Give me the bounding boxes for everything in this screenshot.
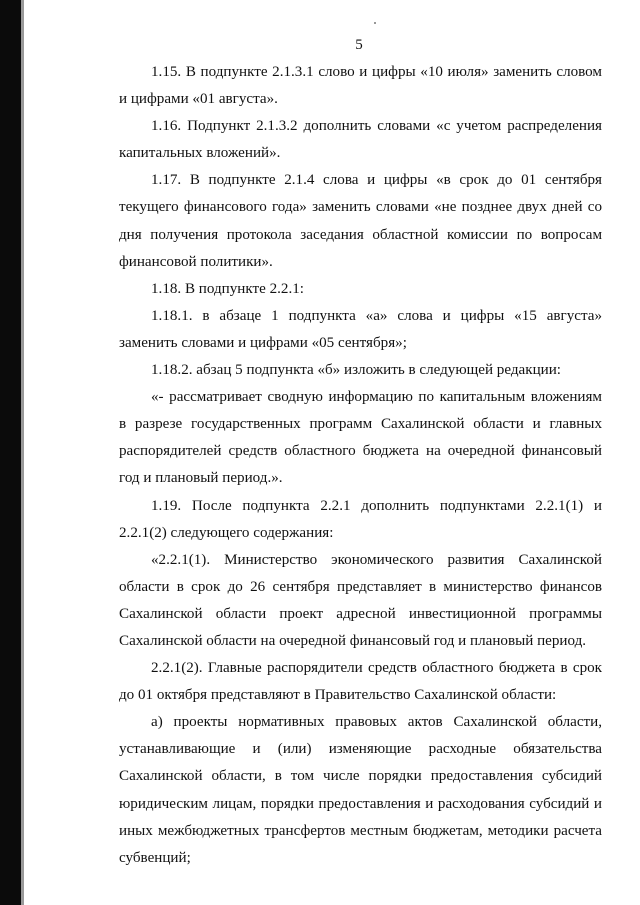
paragraph-1-18: 1.18. В подпункте 2.2.1: — [151, 280, 304, 297]
page-number: 5 — [355, 37, 363, 53]
paragraph-item-a: а) проекты нормативных правовых актов Сахалинской области, устанавливающие и (или) изменяющие расходные обязательства Сахалинской области, в том числе порядки предоставления субсидий юридическим лицам, порядки предоставления и расходования субсидий и иных межбюджетных трансфертов местным бюджетам, методики расчета субвенций; — [119, 714, 602, 866]
paragraph-1-19: 1.19. После подпункта 2.2.1 дополнить подпунктами 2.2.1(1) и 2.2.1(2) следующего содержания: — [119, 497, 602, 541]
scan-edge-shadow — [21, 0, 24, 905]
paragraph-2-2-1-1: «2.2.1(1). Министерство экономического развития Сахалинской области в срок до 26 сентября представляет в министерство финансов Сахалинской области проект адресной инвестиционной программы Сахалинской области на очередной финансовый год и плановый период. — [119, 551, 602, 649]
scan-speck — [374, 22, 376, 24]
scan-dark-edge — [0, 0, 21, 905]
paragraph-quote-review: «- рассматривает сводную информацию по капитальным вложениям в разрезе государственных программ Сахалинской области и главных распорядителей средств областного бюджета на очередной финансовый год и плановый период.». — [119, 389, 602, 487]
document-body — [119, 59, 602, 872]
paragraph-1-17: 1.17. В подпункте 2.1.4 слова и цифры «в срок до 01 сентября текущего финансового года» заменить словами «не позднее двух дней со дня получения протокола заседания областной комиссии по вопросам финансовой политики». — [119, 172, 602, 270]
paragraph-1-18-1: 1.18.1. в абзаце 1 подпункта «а» слова и цифры «15 августа» заменить словами и цифрами «05 сентября»; — [119, 307, 602, 351]
paragraph-1-16: 1.16. Подпункт 2.1.3.2 дополнить словами «с учетом распределения капитальных вложений». — [119, 118, 602, 162]
paragraph-1-18-2: 1.18.2. абзац 5 подпункта «б» изложить в следующей редакции: — [151, 362, 561, 379]
paragraph-1-15: 1.15. В подпункте 2.1.3.1 слово и цифры «10 июля» заменить словом и цифрами «01 августа». — [119, 64, 602, 108]
paragraph-2-2-1-2: 2.2.1(2). Главные распорядители средств областного бюджета в срок до 01 октября представляют в Правительство Сахалинской области: — [119, 660, 602, 704]
